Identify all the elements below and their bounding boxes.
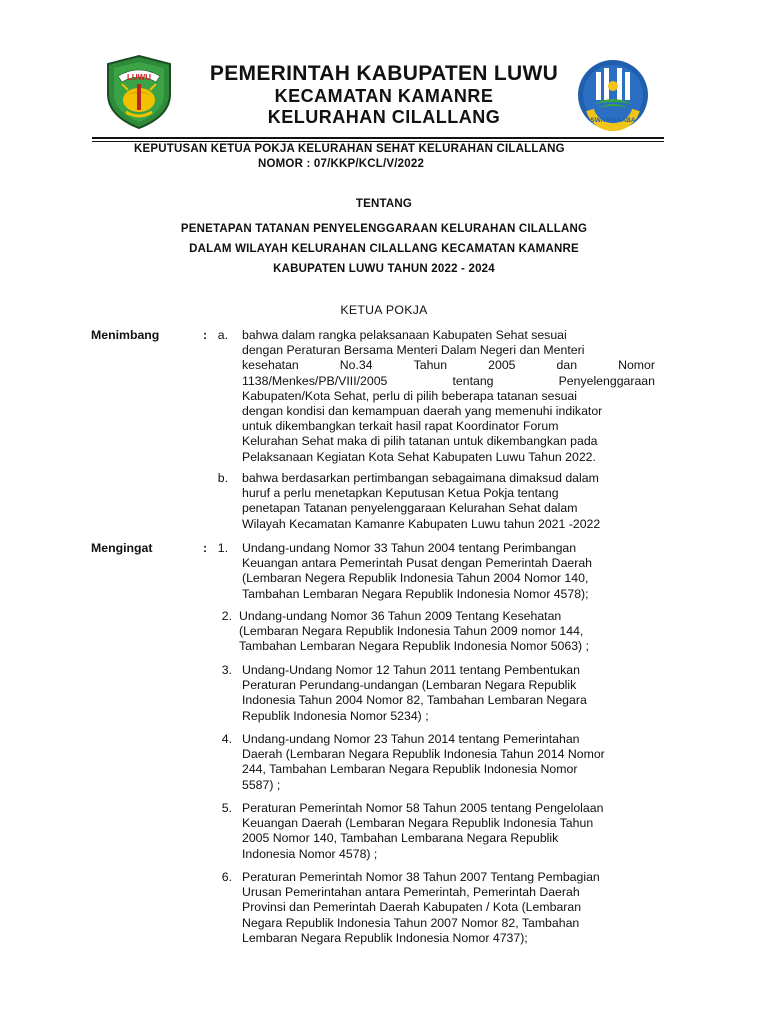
text-line: (Lembaran Negera Republik Indonesia Tahun 2004 Nomor 140,	[242, 571, 589, 586]
mengingat-item-3	[242, 663, 655, 724]
text-fragment: Penyelenggaraan	[558, 373, 655, 388]
text-line: (Lembaran Negara Republik Indonesia Tahun 2009 nomor 144,	[239, 624, 584, 639]
mengingat-marker-1: 1.	[217, 541, 228, 555]
mengingat-marker-4: 4.	[221, 732, 232, 746]
mengingat-item-5	[242, 801, 655, 862]
authority-heading: KETUA POKJA	[340, 303, 428, 317]
menimbang-item-b	[242, 471, 655, 532]
text-line: Lembaran Negara Republik Indonesia Nomor 4737);	[242, 930, 528, 945]
text-line: Kabupaten/Kota Sehat, perlu di pilih beberapa tatanan sesuai	[242, 388, 578, 403]
text-fragment: 1138/Menkes/PB/VIII/2005	[242, 373, 388, 388]
text-line: Peraturan Pemerintah Nomor 38 Tahun 2007 Tentang Pembagian	[242, 870, 600, 884]
text-fragment: Tahun	[413, 358, 448, 373]
text-line: Undang-undang Nomor 23 Tahun 2014 tentang Pemerintahan	[242, 732, 580, 746]
text-line: Indonesia Nomor 4578) ;	[242, 846, 378, 861]
text-line: Keuangan Daerah (Lembaran Negara Republik Indonesia Tahun	[242, 816, 594, 831]
text-line: 5587) ;	[242, 777, 281, 792]
text-line: untuk dikembangkan terkait hasil rapat Koordinator Forum	[242, 419, 559, 434]
letterhead-regency: PEMERINTAH KABUPATEN LUWU	[209, 62, 559, 85]
text-line: Undang-undang Nomor 36 Tahun 2009 Tentang Kesehatan	[239, 609, 562, 623]
text-line: Keuangan antara Pemerintah Pusat dengan Pemerintah Daerah	[242, 556, 593, 571]
text-line: Peraturan Perundang-undangan (Lembaran Negara Republik	[242, 678, 577, 693]
mengingat-colon: :	[203, 541, 208, 555]
text-fragment: Nomor	[618, 358, 655, 373]
text-line: huruf a perlu menetapkan Keputusan Ketua Pokja tentang	[242, 486, 559, 501]
text-line: Urusan Pemerintahan antara Pemerintah, Pemerintah Daerah	[242, 885, 580, 900]
text-line: Wilayah Kecamatan Kamanre Kabupaten Luwu tahun 2021 -2022	[242, 516, 601, 531]
mengingat-marker-6: 6.	[221, 870, 232, 884]
subject-line-1: PENETAPAN TATANAN PENYELENGGARAAN KELURAHAN CILALLANG	[180, 223, 588, 235]
mengingat-marker-2: 2.	[221, 609, 232, 623]
mengingat-marker-5: 5.	[221, 801, 232, 815]
text-line: penetapan Tatanan penyelenggaraan Kelurahan Sehat dalam	[242, 501, 578, 516]
text-line: Kelurahan Sehat maka di pilih tatanan untuk dikembangkan pada	[242, 434, 598, 449]
tentang-heading: TENTANG	[355, 198, 413, 210]
text-line: Pelaksanaan Kegiatan Kota Sehat Kabupaten Luwu Tahun 2022.	[242, 449, 596, 464]
text-line: dengan kondisi dan kemampuan daerah yang memenuhi indikator	[242, 404, 603, 419]
menimbang-marker-a: a.	[217, 328, 228, 342]
text-line: Indonesia Tahun 2004 Nomor 82, Tambahan Lembaran Negara	[242, 693, 587, 708]
text-line: 2005 Nomor 140, Tambahan Lembarana Negara Republik	[242, 831, 559, 846]
text-line: bahwa dalam rangka pelaksanaan Kabupaten Sehat sesuai	[242, 328, 567, 342]
letterhead-rule-thin	[92, 141, 664, 142]
menimbang-label: Menimbang	[91, 328, 160, 342]
menimbang-marker-b: b.	[217, 471, 228, 485]
mengingat-item-6	[242, 870, 655, 946]
text-line: Tambahan Lembaran Negara Republik Indonesia Nomor 5063) ;	[239, 639, 589, 654]
text-line	[242, 358, 655, 373]
menimbang-item-a	[242, 328, 655, 465]
text-line	[242, 374, 655, 389]
text-fragment: tentang	[452, 373, 494, 388]
subject-line-2: DALAM WILAYAH KELURAHAN CILALLANG KECAMATAN KAMANRE	[189, 243, 579, 255]
text-fragment: kesehatan	[242, 358, 299, 373]
text-line: bahwa berdasarkan pertimbangan sebagaimana dimaksud dalam	[242, 471, 599, 485]
text-line: Undang-undang Nomor 33 Tahun 2004 tentang Perimbangan	[242, 541, 577, 555]
decree-number: NOMOR : 07/KKP/KCL/V/2022	[258, 158, 425, 170]
text-line: dengan Peraturan Bersama Menteri Dalam Negeri dan Menteri	[242, 343, 585, 358]
logo-right-text: SWASTI SABA	[590, 117, 636, 124]
text-line: Peraturan Pemerintah Nomor 58 Tahun 2005 tentang Pengelolaan	[242, 801, 604, 815]
decree-title: KEPUTUSAN KETUA POKJA KELURAHAN SEHAT KELURAHAN CILALLANG	[134, 143, 565, 155]
text-line: Daerah (Lembaran Negara Republik Indonesia Tahun 2014 Nomor	[242, 747, 605, 762]
mengingat-marker-3: 3.	[221, 663, 232, 677]
letterhead-district: KECAMATAN KAMANRE	[274, 86, 494, 106]
mengingat-label: Mengingat	[91, 541, 153, 555]
text-line: 244, Tambahan Lembaran Negara Republik Indonesia Nomor	[242, 762, 578, 777]
text-line: Negara Republik Indonesia Tahun 2007 Nomor 82, Tambahan	[242, 915, 580, 930]
text-line: Undang-Undang Nomor 12 Tahun 2011 tentang Pembentukan	[242, 663, 580, 677]
text-fragment: 2005	[488, 358, 516, 373]
text-line: Provinsi dan Pemerintah Daerah Kabupaten / Kota (Lembaran	[242, 900, 582, 915]
mengingat-item-2	[239, 609, 655, 655]
letterhead-rule-thick	[92, 137, 664, 139]
menimbang-colon: :	[203, 328, 208, 342]
mengingat-item-1	[242, 541, 655, 602]
text-fragment: No.34	[339, 358, 373, 373]
mengingat-item-4	[242, 732, 655, 793]
letterhead-village: KELURAHAN CILALLANG	[267, 107, 501, 127]
text-line: Tambahan Lembaran Negara Republik Indonesia Nomor 4578);	[242, 586, 589, 601]
subject-line-3: KABUPATEN LUWU TAHUN 2022 - 2024	[273, 263, 495, 275]
svg-text:LUWU: LUWU	[127, 73, 151, 82]
text-fragment: dan	[556, 358, 578, 373]
text-line: Republik Indonesia Nomor 5234) ;	[242, 708, 429, 723]
